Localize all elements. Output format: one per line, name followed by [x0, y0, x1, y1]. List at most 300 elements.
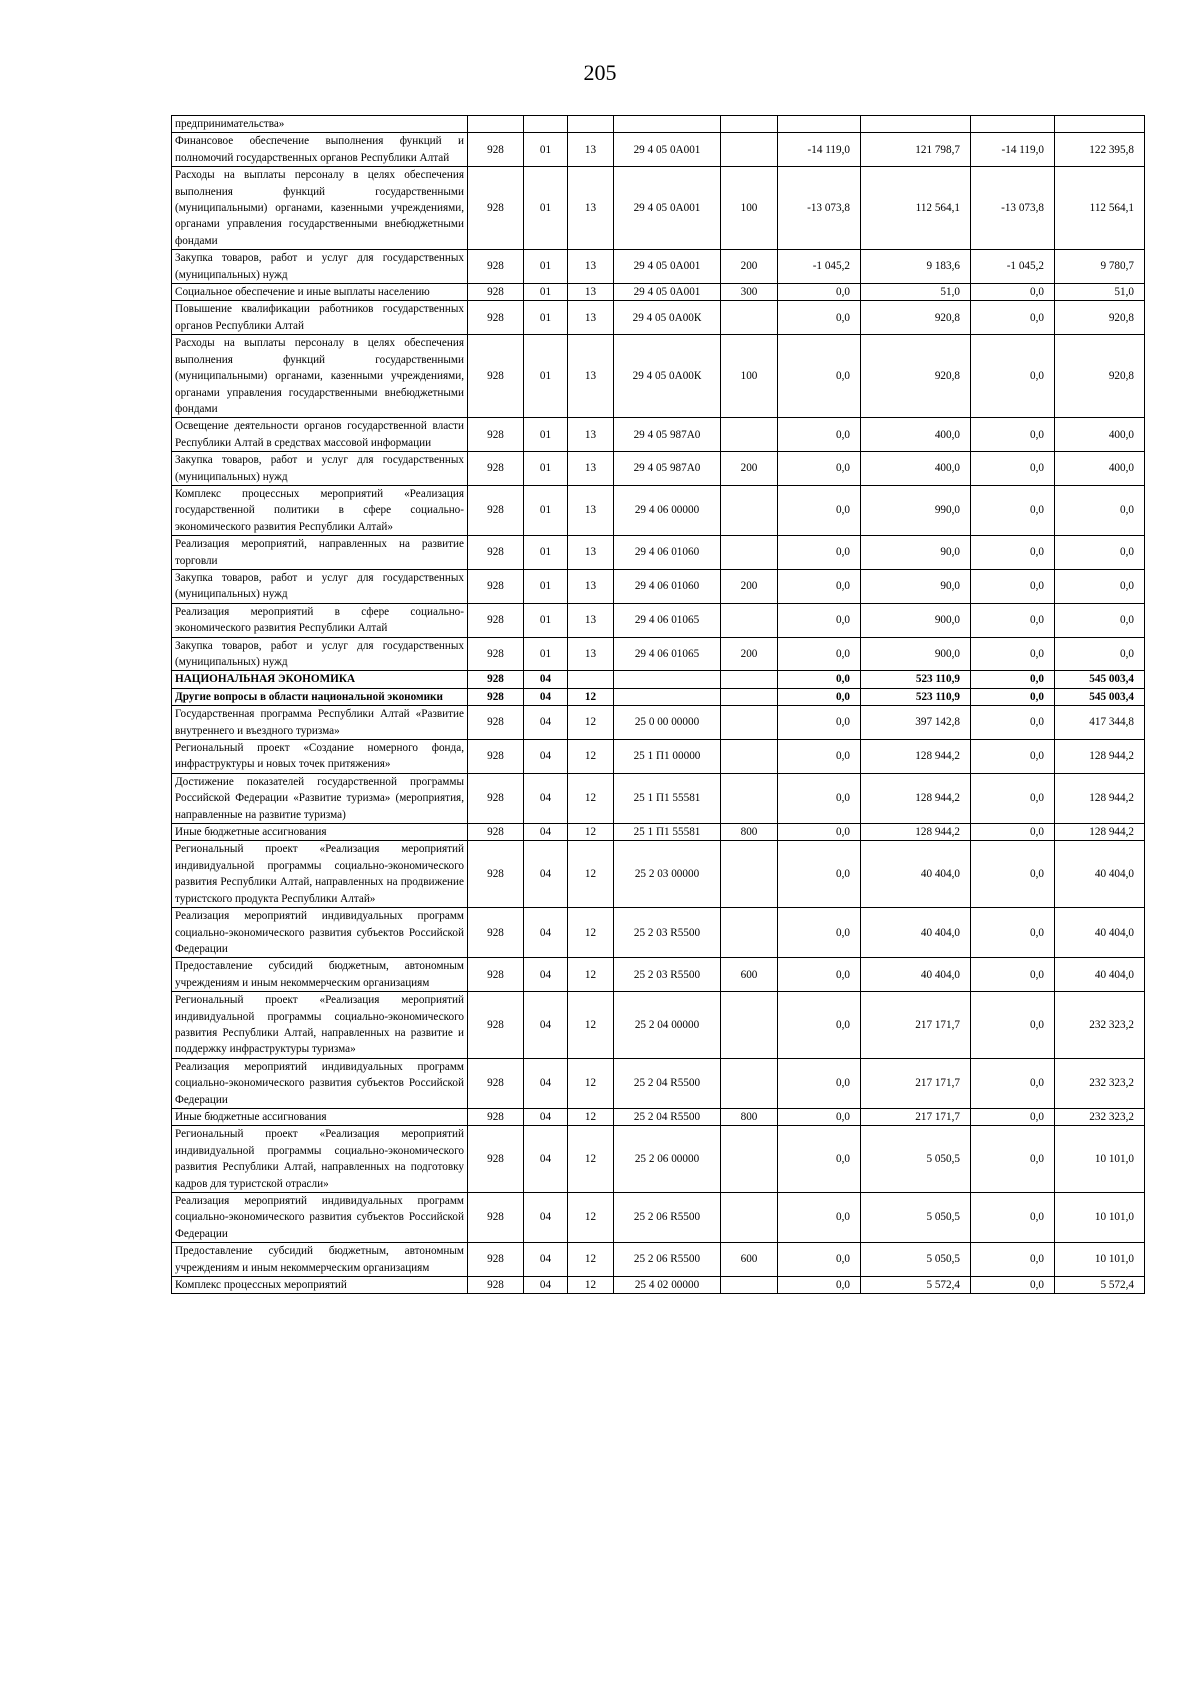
cell-name: Иные бюджетные ассигнования	[172, 1108, 468, 1125]
cell-csr: 29 4 05 0А001	[614, 250, 721, 284]
cell-value-1: 0,0	[778, 958, 861, 992]
cell-value-1: 0,0	[778, 452, 861, 486]
cell-rz: 04	[524, 740, 568, 774]
cell-vr: 200	[721, 637, 778, 671]
cell-csr: 29 4 06 01065	[614, 603, 721, 637]
cell-rz: 01	[524, 167, 568, 250]
cell-rz: 01	[524, 536, 568, 570]
cell-vr	[721, 688, 778, 705]
table-row	[172, 485, 1145, 535]
cell-ved: 928	[468, 992, 524, 1059]
cell-value-3: 0,0	[971, 485, 1055, 535]
cell-value-4: 10 101,0	[1055, 1243, 1145, 1277]
cell-vr	[721, 1193, 778, 1243]
cell-value-2: 5 050,5	[861, 1193, 971, 1243]
cell-value-1: 0,0	[778, 536, 861, 570]
cell-vr	[721, 133, 778, 167]
cell-rz: 01	[524, 301, 568, 335]
cell-value-4: 128 944,2	[1055, 824, 1145, 841]
cell-rz: 04	[524, 824, 568, 841]
cell-pr: 12	[568, 688, 614, 705]
cell-value-3: 0,0	[971, 908, 1055, 958]
cell-name: Финансовое обеспечение выполнения функций и полномочий государственных органов Республики Алтай	[172, 133, 468, 167]
cell-value-4: 40 404,0	[1055, 841, 1145, 908]
cell-value-3: 0,0	[971, 452, 1055, 486]
cell-value-4: 10 101,0	[1055, 1126, 1145, 1193]
cell-value-3: -13 073,8	[971, 167, 1055, 250]
cell-pr: 13	[568, 133, 614, 167]
table-row	[172, 536, 1145, 570]
cell-value-3: 0,0	[971, 301, 1055, 335]
cell-name: Предоставление субсидий бюджетным, автономным учреждениям и иным некоммерческим организациям	[172, 1243, 468, 1277]
cell-rz: 01	[524, 250, 568, 284]
cell-ved: 928	[468, 485, 524, 535]
cell-value-3: 0,0	[971, 841, 1055, 908]
cell-value-2: 9 183,6	[861, 250, 971, 284]
cell-value-1: 0,0	[778, 908, 861, 958]
cell-ved: 928	[468, 569, 524, 603]
table-row	[172, 958, 1145, 992]
cell-value-2: 990,0	[861, 485, 971, 535]
cell-value-3: 0,0	[971, 1126, 1055, 1193]
cell-value-1: 0,0	[778, 740, 861, 774]
cell-rz: 01	[524, 452, 568, 486]
cell-name: Предоставление субсидий бюджетным, автономным учреждениям и иным некоммерческим организациям	[172, 958, 468, 992]
cell-pr: 12	[568, 773, 614, 823]
cell-csr: 25 1 П1 00000	[614, 740, 721, 774]
table-row	[172, 773, 1145, 823]
cell-rz: 01	[524, 485, 568, 535]
cell-rz: 04	[524, 992, 568, 1059]
cell-pr: 13	[568, 418, 614, 452]
cell-value-1: 0,0	[778, 706, 861, 740]
cell-csr: 29 4 05 987А0	[614, 418, 721, 452]
cell-ved: 928	[468, 706, 524, 740]
cell-pr: 12	[568, 1058, 614, 1108]
cell-name: Региональный проект «Реализация мероприятий индивидуальной программы социально-экономического развития Республики Алтай, направленных на подготовку кадров для туристской отрасли»	[172, 1126, 468, 1193]
cell-value-4: 10 101,0	[1055, 1193, 1145, 1243]
cell-ved: 928	[468, 1243, 524, 1277]
cell-value-2: 40 404,0	[861, 958, 971, 992]
table-row	[172, 301, 1145, 335]
cell-pr	[568, 671, 614, 688]
cell-ved: 928	[468, 452, 524, 486]
cell-value-1: -1 045,2	[778, 250, 861, 284]
cell-value-4: 122 395,8	[1055, 133, 1145, 167]
cell-value-3: 0,0	[971, 1193, 1055, 1243]
cell-pr: 12	[568, 992, 614, 1059]
cell-ved: 928	[468, 133, 524, 167]
cell-value-3: 0,0	[971, 1243, 1055, 1277]
cell-value-3: -14 119,0	[971, 133, 1055, 167]
cell-value-1: 0,0	[778, 1058, 861, 1108]
cell-csr: 25 2 06 00000	[614, 1126, 721, 1193]
cell-value-1: 0,0	[778, 773, 861, 823]
cell-value-1: -14 119,0	[778, 133, 861, 167]
cell-name: Комплекс процессных мероприятий	[172, 1277, 468, 1294]
cell-ved: 928	[468, 167, 524, 250]
cell-ved: 928	[468, 250, 524, 284]
cell-vr: 200	[721, 250, 778, 284]
table-row	[172, 1126, 1145, 1193]
cell-value-3: 0,0	[971, 824, 1055, 841]
cell-vr	[721, 1277, 778, 1294]
cell-csr: 25 2 06 R5500	[614, 1243, 721, 1277]
cell-ved: 928	[468, 418, 524, 452]
cell-pr: 13	[568, 536, 614, 570]
cell-name: Повышение квалификации работников государственных органов Республики Алтай	[172, 301, 468, 335]
cell-pr: 13	[568, 452, 614, 486]
cell-value-1: 0,0	[778, 671, 861, 688]
cell-rz: 04	[524, 671, 568, 688]
cell-value-1: 0,0	[778, 637, 861, 671]
cell-name: Социальное обеспечение и иные выплаты населению	[172, 284, 468, 301]
cell-rz: 04	[524, 773, 568, 823]
cell-rz: 01	[524, 637, 568, 671]
cell-vr: 100	[721, 167, 778, 250]
cell-value-2: 128 944,2	[861, 824, 971, 841]
cell-value-4	[1055, 116, 1145, 133]
cell-value-4: 9 780,7	[1055, 250, 1145, 284]
cell-value-4: 0,0	[1055, 603, 1145, 637]
cell-value-3: 0,0	[971, 773, 1055, 823]
cell-vr	[721, 773, 778, 823]
cell-rz: 01	[524, 284, 568, 301]
cell-ved: 928	[468, 1108, 524, 1125]
cell-value-3: 0,0	[971, 1108, 1055, 1125]
cell-csr: 29 4 05 0А001	[614, 133, 721, 167]
cell-rz: 04	[524, 1126, 568, 1193]
cell-value-2: 217 171,7	[861, 992, 971, 1059]
cell-rz: 01	[524, 418, 568, 452]
cell-value-2: 40 404,0	[861, 908, 971, 958]
table-row	[172, 1058, 1145, 1108]
cell-csr: 25 2 03 R5500	[614, 958, 721, 992]
cell-pr: 13	[568, 569, 614, 603]
cell-value-1: 0,0	[778, 841, 861, 908]
cell-value-1: 0,0	[778, 1108, 861, 1125]
table-row	[172, 1108, 1145, 1125]
cell-value-3: 0,0	[971, 569, 1055, 603]
cell-value-2: 90,0	[861, 536, 971, 570]
cell-ved: 928	[468, 301, 524, 335]
cell-value-1: 0,0	[778, 485, 861, 535]
cell-value-2: 40 404,0	[861, 841, 971, 908]
cell-csr	[614, 671, 721, 688]
cell-rz: 04	[524, 1277, 568, 1294]
cell-csr: 25 0 00 00000	[614, 706, 721, 740]
cell-ved: 928	[468, 740, 524, 774]
table-row	[172, 418, 1145, 452]
table-row	[172, 992, 1145, 1059]
cell-value-2: 900,0	[861, 637, 971, 671]
cell-value-4: 40 404,0	[1055, 958, 1145, 992]
cell-name: Закупка товаров, работ и услуг для государственных (муниципальных) нужд	[172, 250, 468, 284]
cell-value-4: 128 944,2	[1055, 773, 1145, 823]
cell-rz: 01	[524, 603, 568, 637]
cell-vr	[721, 485, 778, 535]
table-row	[172, 824, 1145, 841]
cell-ved: 928	[468, 284, 524, 301]
cell-value-3: 0,0	[971, 706, 1055, 740]
cell-csr: 29 4 05 0А00К	[614, 335, 721, 418]
cell-value-1: 0,0	[778, 992, 861, 1059]
cell-vr	[721, 301, 778, 335]
cell-value-2: 121 798,7	[861, 133, 971, 167]
cell-csr: 25 1 П1 55581	[614, 773, 721, 823]
cell-name: Иные бюджетные ассигнования	[172, 824, 468, 841]
cell-ved: 928	[468, 958, 524, 992]
cell-csr	[614, 116, 721, 133]
cell-rz: 01	[524, 335, 568, 418]
cell-pr: 12	[568, 841, 614, 908]
cell-ved: 928	[468, 603, 524, 637]
cell-pr: 12	[568, 908, 614, 958]
cell-ved: 928	[468, 908, 524, 958]
cell-pr: 13	[568, 167, 614, 250]
cell-name: Комплекс процессных мероприятий «Реализация государственной политики в сфере социально-экономического развития Республики Алтай»	[172, 485, 468, 535]
cell-rz: 04	[524, 908, 568, 958]
cell-pr: 12	[568, 706, 614, 740]
cell-value-3: 0,0	[971, 603, 1055, 637]
cell-value-2: 5 572,4	[861, 1277, 971, 1294]
cell-pr: 12	[568, 824, 614, 841]
table-row	[172, 706, 1145, 740]
cell-name: Освещение деятельности органов государственной власти Республики Алтай в средствах массовой информации	[172, 418, 468, 452]
table-row	[172, 452, 1145, 486]
cell-csr: 25 2 04 R5500	[614, 1108, 721, 1125]
cell-pr: 13	[568, 637, 614, 671]
cell-csr: 29 4 05 987А0	[614, 452, 721, 486]
cell-value-2: 400,0	[861, 452, 971, 486]
cell-value-4: 0,0	[1055, 569, 1145, 603]
cell-ved: 928	[468, 841, 524, 908]
table-row	[172, 688, 1145, 705]
cell-value-4: 0,0	[1055, 536, 1145, 570]
cell-vr	[721, 1058, 778, 1108]
cell-name: предпринимательства»	[172, 116, 468, 133]
cell-ved: 928	[468, 671, 524, 688]
cell-rz: 04	[524, 706, 568, 740]
cell-value-3: 0,0	[971, 418, 1055, 452]
cell-ved: 928	[468, 1126, 524, 1193]
cell-name: Закупка товаров, работ и услуг для государственных (муниципальных) нужд	[172, 569, 468, 603]
cell-value-1: 0,0	[778, 284, 861, 301]
cell-value-1: 0,0	[778, 418, 861, 452]
cell-csr: 25 2 04 R5500	[614, 1058, 721, 1108]
cell-csr: 29 4 05 0А001	[614, 284, 721, 301]
cell-name: Достижение показателей государственной программы Российской Федерации «Развитие туризма» (мероприятия, направленные на развитие туризма)	[172, 773, 468, 823]
cell-rz: 01	[524, 569, 568, 603]
cell-ved: 928	[468, 1277, 524, 1294]
cell-vr: 100	[721, 335, 778, 418]
cell-value-1: 0,0	[778, 301, 861, 335]
cell-value-3: 0,0	[971, 992, 1055, 1059]
table-row	[172, 740, 1145, 774]
cell-value-2: 5 050,5	[861, 1243, 971, 1277]
table-row	[172, 250, 1145, 284]
cell-csr: 29 4 06 01060	[614, 536, 721, 570]
cell-name: Реализация мероприятий в сфере социально-экономического развития Республики Алтай	[172, 603, 468, 637]
table-row	[172, 671, 1145, 688]
cell-value-1: 0,0	[778, 335, 861, 418]
cell-value-4: 128 944,2	[1055, 740, 1145, 774]
cell-value-4: 920,8	[1055, 335, 1145, 418]
table-row	[172, 637, 1145, 671]
cell-value-2: 900,0	[861, 603, 971, 637]
cell-pr: 13	[568, 250, 614, 284]
cell-value-3: 0,0	[971, 637, 1055, 671]
cell-name: Государственная программа Республики Алтай «Развитие внутреннего и въездного туризма»	[172, 706, 468, 740]
cell-rz: 01	[524, 133, 568, 167]
cell-value-3: 0,0	[971, 284, 1055, 301]
cell-csr: 25 2 03 00000	[614, 841, 721, 908]
cell-value-1: 0,0	[778, 688, 861, 705]
cell-value-2: 90,0	[861, 569, 971, 603]
cell-value-1	[778, 116, 861, 133]
cell-pr: 13	[568, 301, 614, 335]
cell-name: Реализация мероприятий, направленных на развитие торговли	[172, 536, 468, 570]
cell-value-3: 0,0	[971, 740, 1055, 774]
cell-value-2: 5 050,5	[861, 1126, 971, 1193]
cell-value-2: 397 142,8	[861, 706, 971, 740]
cell-pr: 12	[568, 1126, 614, 1193]
cell-name: Расходы на выплаты персоналу в целях обеспечения выполнения функций государственными (муниципальными) органами, казенными учреждениями, органами управления государственными внебюджетными фондами	[172, 335, 468, 418]
cell-ved: 928	[468, 688, 524, 705]
cell-value-4: 400,0	[1055, 452, 1145, 486]
cell-value-1: 0,0	[778, 824, 861, 841]
cell-csr: 29 4 06 01065	[614, 637, 721, 671]
cell-value-3: 0,0	[971, 1277, 1055, 1294]
cell-value-4: 232 323,2	[1055, 992, 1145, 1059]
cell-value-4: 232 323,2	[1055, 1058, 1145, 1108]
cell-value-2: 217 171,7	[861, 1058, 971, 1108]
cell-pr: 12	[568, 1193, 614, 1243]
cell-value-4: 232 323,2	[1055, 1108, 1145, 1125]
cell-csr: 29 4 06 01060	[614, 569, 721, 603]
cell-vr: 200	[721, 569, 778, 603]
table-row	[172, 908, 1145, 958]
cell-vr: 800	[721, 824, 778, 841]
cell-value-2: 128 944,2	[861, 773, 971, 823]
cell-value-2: 51,0	[861, 284, 971, 301]
cell-value-1: 0,0	[778, 1193, 861, 1243]
cell-value-1: 0,0	[778, 1277, 861, 1294]
cell-name: Реализация мероприятий индивидуальных программ социально-экономического развития субъектов Российской Федерации	[172, 1193, 468, 1243]
cell-vr: 600	[721, 958, 778, 992]
cell-rz	[524, 116, 568, 133]
cell-vr	[721, 603, 778, 637]
cell-vr: 200	[721, 452, 778, 486]
cell-csr: 25 2 04 00000	[614, 992, 721, 1059]
cell-value-2: 112 564,1	[861, 167, 971, 250]
table-row	[172, 116, 1145, 133]
page-number: 205	[583, 60, 617, 85]
cell-name: Региональный проект «Реализация мероприятий индивидуальной программы социально-экономического развития Республики Алтай, направленных на развитие и поддержку инфраструктуры туризма»	[172, 992, 468, 1059]
cell-vr	[721, 841, 778, 908]
cell-name: НАЦИОНАЛЬНАЯ ЭКОНОМИКА	[172, 671, 468, 688]
cell-vr	[721, 671, 778, 688]
cell-value-4: 112 564,1	[1055, 167, 1145, 250]
cell-value-4: 0,0	[1055, 637, 1145, 671]
cell-name: Другие вопросы в области национальной экономики	[172, 688, 468, 705]
cell-ved: 928	[468, 1058, 524, 1108]
cell-pr: 12	[568, 740, 614, 774]
cell-vr: 300	[721, 284, 778, 301]
cell-name: Закупка товаров, работ и услуг для государственных (муниципальных) нужд	[172, 452, 468, 486]
cell-pr: 13	[568, 284, 614, 301]
cell-value-2: 400,0	[861, 418, 971, 452]
cell-vr	[721, 992, 778, 1059]
cell-vr	[721, 418, 778, 452]
cell-vr	[721, 116, 778, 133]
cell-pr: 13	[568, 603, 614, 637]
cell-value-3: 0,0	[971, 536, 1055, 570]
cell-value-4: 51,0	[1055, 284, 1145, 301]
cell-value-2: 217 171,7	[861, 1108, 971, 1125]
cell-rz: 04	[524, 1058, 568, 1108]
cell-value-4: 400,0	[1055, 418, 1145, 452]
table-row	[172, 1243, 1145, 1277]
table-row	[172, 603, 1145, 637]
cell-ved: 928	[468, 773, 524, 823]
cell-value-1: 0,0	[778, 569, 861, 603]
cell-value-4: 920,8	[1055, 301, 1145, 335]
cell-value-4: 0,0	[1055, 485, 1145, 535]
cell-csr	[614, 688, 721, 705]
cell-value-2: 523 110,9	[861, 688, 971, 705]
cell-value-3: 0,0	[971, 335, 1055, 418]
cell-name: Реализация мероприятий индивидуальных программ социально-экономического развития субъектов Российской Федерации	[172, 1058, 468, 1108]
cell-value-2	[861, 116, 971, 133]
cell-ved: 928	[468, 536, 524, 570]
cell-ved: 928	[468, 1193, 524, 1243]
cell-value-4: 545 003,4	[1055, 688, 1145, 705]
cell-rz: 04	[524, 1243, 568, 1277]
cell-rz: 04	[524, 1193, 568, 1243]
cell-csr: 29 4 05 0А001	[614, 167, 721, 250]
cell-ved: 928	[468, 824, 524, 841]
cell-rz: 04	[524, 1108, 568, 1125]
cell-ved	[468, 116, 524, 133]
cell-vr	[721, 1126, 778, 1193]
table-row	[172, 1277, 1145, 1294]
cell-value-3	[971, 116, 1055, 133]
cell-name: Расходы на выплаты персоналу в целях обеспечения выполнения функций государственными (муниципальными) органами, казенными учреждениями, органами управления государственными внебюджетными фондами	[172, 167, 468, 250]
table-row	[172, 841, 1145, 908]
cell-pr	[568, 116, 614, 133]
cell-value-3: -1 045,2	[971, 250, 1055, 284]
cell-value-1: 0,0	[778, 603, 861, 637]
cell-vr: 800	[721, 1108, 778, 1125]
cell-pr: 13	[568, 485, 614, 535]
cell-value-4: 417 344,8	[1055, 706, 1145, 740]
cell-pr: 12	[568, 958, 614, 992]
cell-value-2: 523 110,9	[861, 671, 971, 688]
cell-value-3: 0,0	[971, 671, 1055, 688]
table-row	[172, 167, 1145, 250]
cell-vr	[721, 908, 778, 958]
cell-csr: 25 2 03 R5500	[614, 908, 721, 958]
cell-ved: 928	[468, 637, 524, 671]
cell-rz: 04	[524, 688, 568, 705]
cell-csr: 29 4 05 0А00К	[614, 301, 721, 335]
cell-vr: 600	[721, 1243, 778, 1277]
table-row	[172, 569, 1145, 603]
table-row	[172, 335, 1145, 418]
cell-value-1: 0,0	[778, 1243, 861, 1277]
cell-csr: 25 1 П1 55581	[614, 824, 721, 841]
